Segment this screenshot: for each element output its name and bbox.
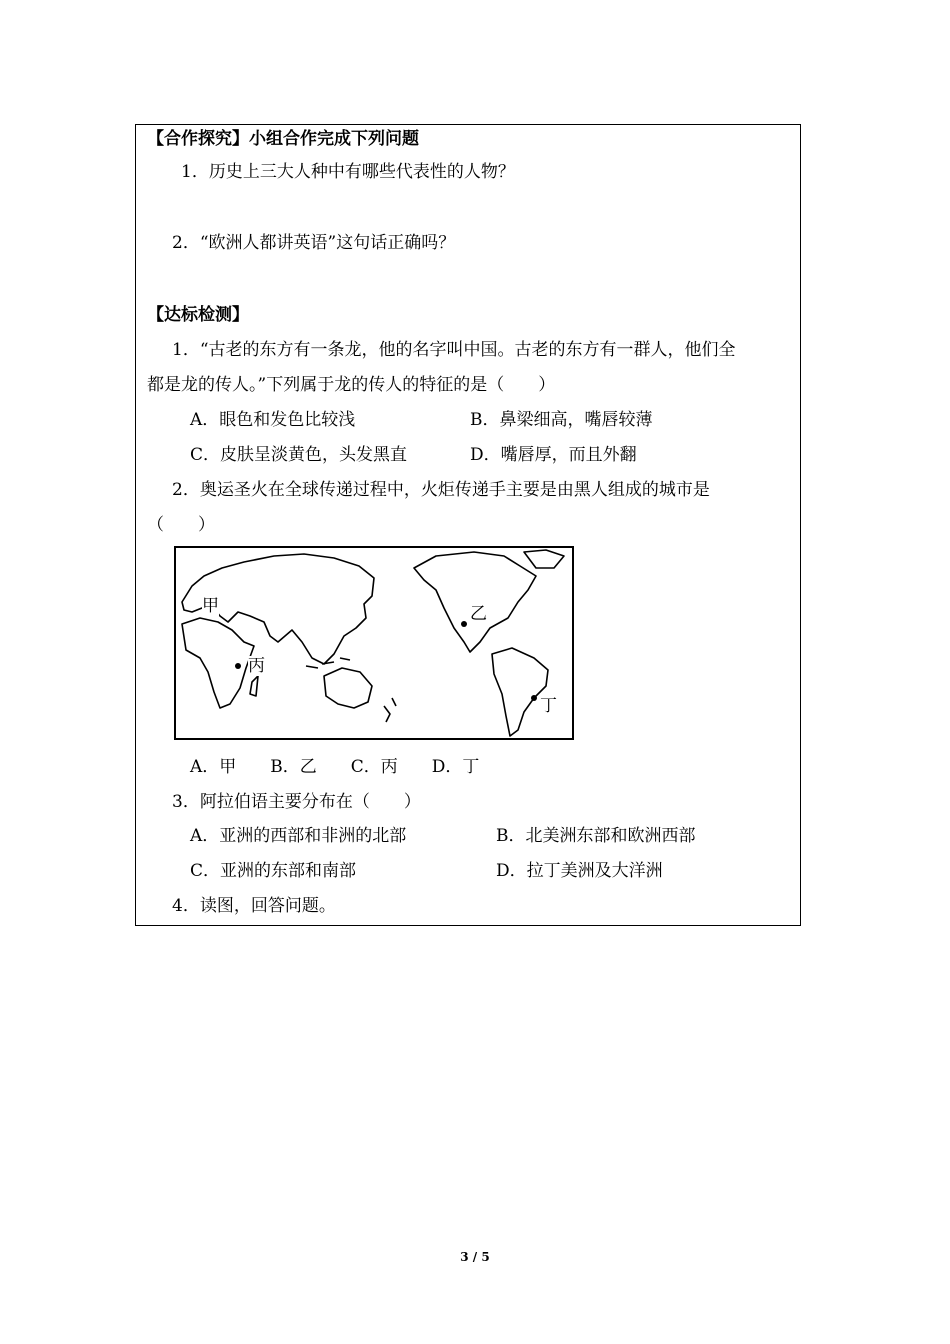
q1-option-b: B．鼻梁细高，嘴唇较薄 <box>470 410 653 430</box>
q1-option-a: A．眼色和发色比较浅 <box>190 410 356 430</box>
test-question-2-line1: 2．奥运圣火在全球传递过程中，火炬传递手主要是由黑人组成的城市是 <box>172 480 710 500</box>
q1-option-c: C．皮肤呈淡黄色，头发黑直 <box>190 445 408 465</box>
cooperative-heading: 【合作探究】小组合作完成下列问题 <box>147 129 419 149</box>
test-question-4: 4．读图，回答问题。 <box>172 896 336 916</box>
test-question-3: 3．阿拉伯语主要分布在（ ） <box>172 792 421 812</box>
test-question-1-line1: 1．“古老的东方有一条龙，他的名字叫中国。古老的东方有一群人，他们全 <box>172 340 736 360</box>
test-question-2-line2: （ ） <box>147 515 215 535</box>
q3-option-d: D．拉丁美洲及大洋洲 <box>496 861 663 881</box>
q1-option-d: D．嘴唇厚，而且外翻 <box>470 445 637 465</box>
map-label-bing: 丙 <box>248 656 265 676</box>
map-label-yi: 乙 <box>470 604 487 624</box>
q2-options: A．甲 B．乙 C．丙 D．丁 <box>190 757 480 777</box>
q3-option-c: C．亚洲的东部和南部 <box>190 861 357 881</box>
map-label-ding: 丁 <box>540 696 557 716</box>
page-number: 3 / 5 <box>460 1250 490 1264</box>
city-bing-dot <box>235 663 241 669</box>
test-heading: 【达标检测】 <box>147 305 249 325</box>
city-ding-dot <box>531 695 537 701</box>
cooperative-question-1: 1．历史上三大人种中有哪些代表性的人物？ <box>181 162 515 182</box>
world-map-figure <box>174 546 574 740</box>
world-map-svg <box>174 546 574 740</box>
city-yi-dot <box>461 621 467 627</box>
test-question-1-line2: 都是龙的传人。”下列属于龙的传人的特征的是（ ） <box>147 375 556 395</box>
q3-option-a: A．亚洲的西部和非洲的北部 <box>190 826 407 846</box>
q3-option-b: B．北美洲东部和欧洲西部 <box>496 826 696 846</box>
map-label-jia: 甲 <box>202 596 219 616</box>
cooperative-question-2: 2．“欧洲人都讲英语”这句话正确吗？ <box>172 233 456 253</box>
